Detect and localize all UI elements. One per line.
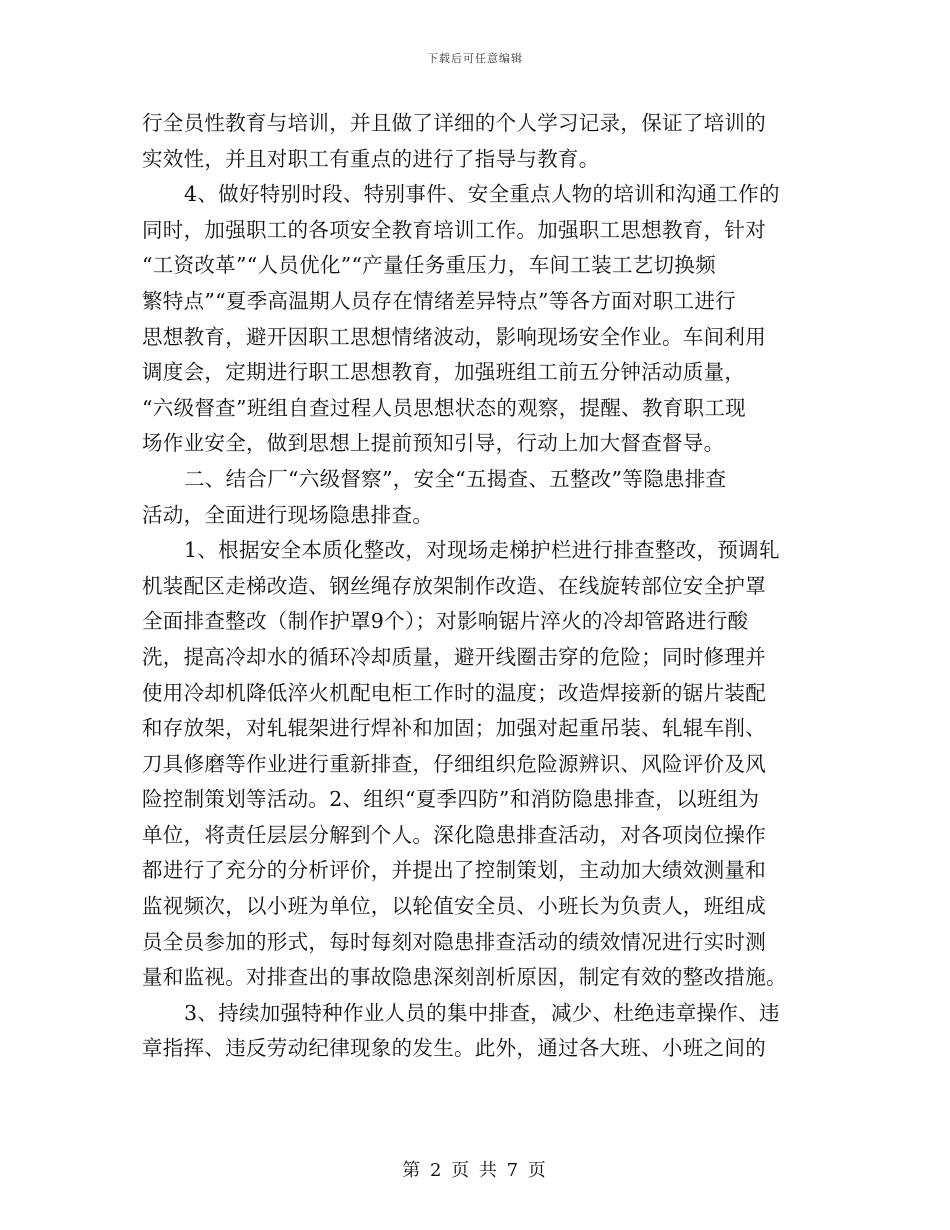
paragraph	[142, 106, 808, 177]
paragraph	[142, 533, 808, 996]
text-line: 使用冷却机降低淬火机配电柜工作时的温度；改造焊接新的锯片装配	[142, 680, 766, 705]
text-line: 和存放架，对轧辊架进行焊补和加固；加强对起重吊装、轧辊车削、	[142, 716, 766, 741]
page-number-footer: 第 2 页 共 7 页	[402, 1160, 548, 1181]
text-line: 刀具修磨等作业进行重新排查，仔细组织危险源辨识、风险评价及风	[142, 751, 766, 776]
text-line: 繁特点”“夏季高温期人员存在情绪差异特点”等各方面对职工进行	[142, 288, 736, 313]
text-line: 量和监视。对排查出的事故隐患深刻剖析原因，制定有效的整改措施。	[142, 965, 787, 990]
text-line: 机装配区走梯改造、钢丝绳存放架制作改造、在线旋转部位安全护罩	[142, 573, 766, 598]
paragraph	[142, 462, 808, 533]
paragraph	[142, 996, 808, 1067]
text-line: 都进行了充分的分析评价，并提出了控制策划，主动加大绩效测量和	[142, 858, 766, 883]
text-line: 险控制策划等活动。2、组织“夏季四防”和消防隐患排查，以班组为	[142, 787, 760, 812]
text-line: 调度会，定期进行职工思想教育，加强班组工前五分钟活动质量，	[142, 360, 746, 385]
text-line: 二、结合厂“六级督察”，安全“五揭查、五整改”等隐患排查	[184, 466, 727, 491]
text-line: 全面排查整改（制作护罩9个）；对影响锯片淬火的冷却管路进行酸	[142, 609, 749, 634]
document-body	[142, 106, 808, 1067]
paragraph	[142, 177, 808, 462]
text-line: 1、根据安全本质化整改，对现场走梯护栏进行排查整改，预调轧	[184, 538, 780, 563]
text-line: 思想教育，避开因职工思想情绪波动，影响现场安全作业。车间利用	[142, 324, 766, 349]
text-line: 行全员性教育与培训，并且做了详细的个人学习记录，保证了培训的	[142, 111, 766, 135]
text-line: 4、做好特别时段、特别事件、安全重点人物的培训和沟通工作的	[184, 182, 780, 207]
text-line: 实效性，并且对职工有重点的进行了指导与教育。	[142, 146, 600, 171]
text-line: 监视频次，以小班为单位，以轮值安全员、小班长为负责人，班组成	[142, 894, 766, 919]
text-line: 3、持续加强特种作业人员的集中排查，减少、杜绝违章操作、违	[184, 1000, 780, 1025]
text-line: 场作业安全，做到思想上提前预知引导，行动上加大督查督导。	[142, 431, 725, 456]
text-line: 洗，提高冷却水的循环冷却质量，避开线圈击穿的危险；同时修理并	[142, 644, 766, 669]
page-header: 下载后可任意编辑	[427, 52, 523, 65]
text-line: 员全员参加的形式，每时每刻对隐患排查活动的绩效情况进行实时测	[142, 929, 766, 954]
text-line: 同时，加强职工的各项安全教育培训工作。加强职工思想教育，针对	[142, 217, 766, 242]
text-line: “工资改革”“人员优化”“产量任务重压力，车间工装工艺切换频	[142, 253, 716, 278]
text-line: “六级督查”班组自查过程人员思想状态的观察，提醒、教育职工现	[142, 395, 746, 420]
text-line: 单位，将责任层层分解到个人。深化隐患排查活动，对各项岗位操作	[142, 822, 766, 847]
text-line: 活动，全面进行现场隐患排查。	[142, 502, 434, 527]
text-line: 章指挥、违反劳动纪律现象的发生。此外，通过各大班、小班之间的	[142, 1036, 766, 1061]
